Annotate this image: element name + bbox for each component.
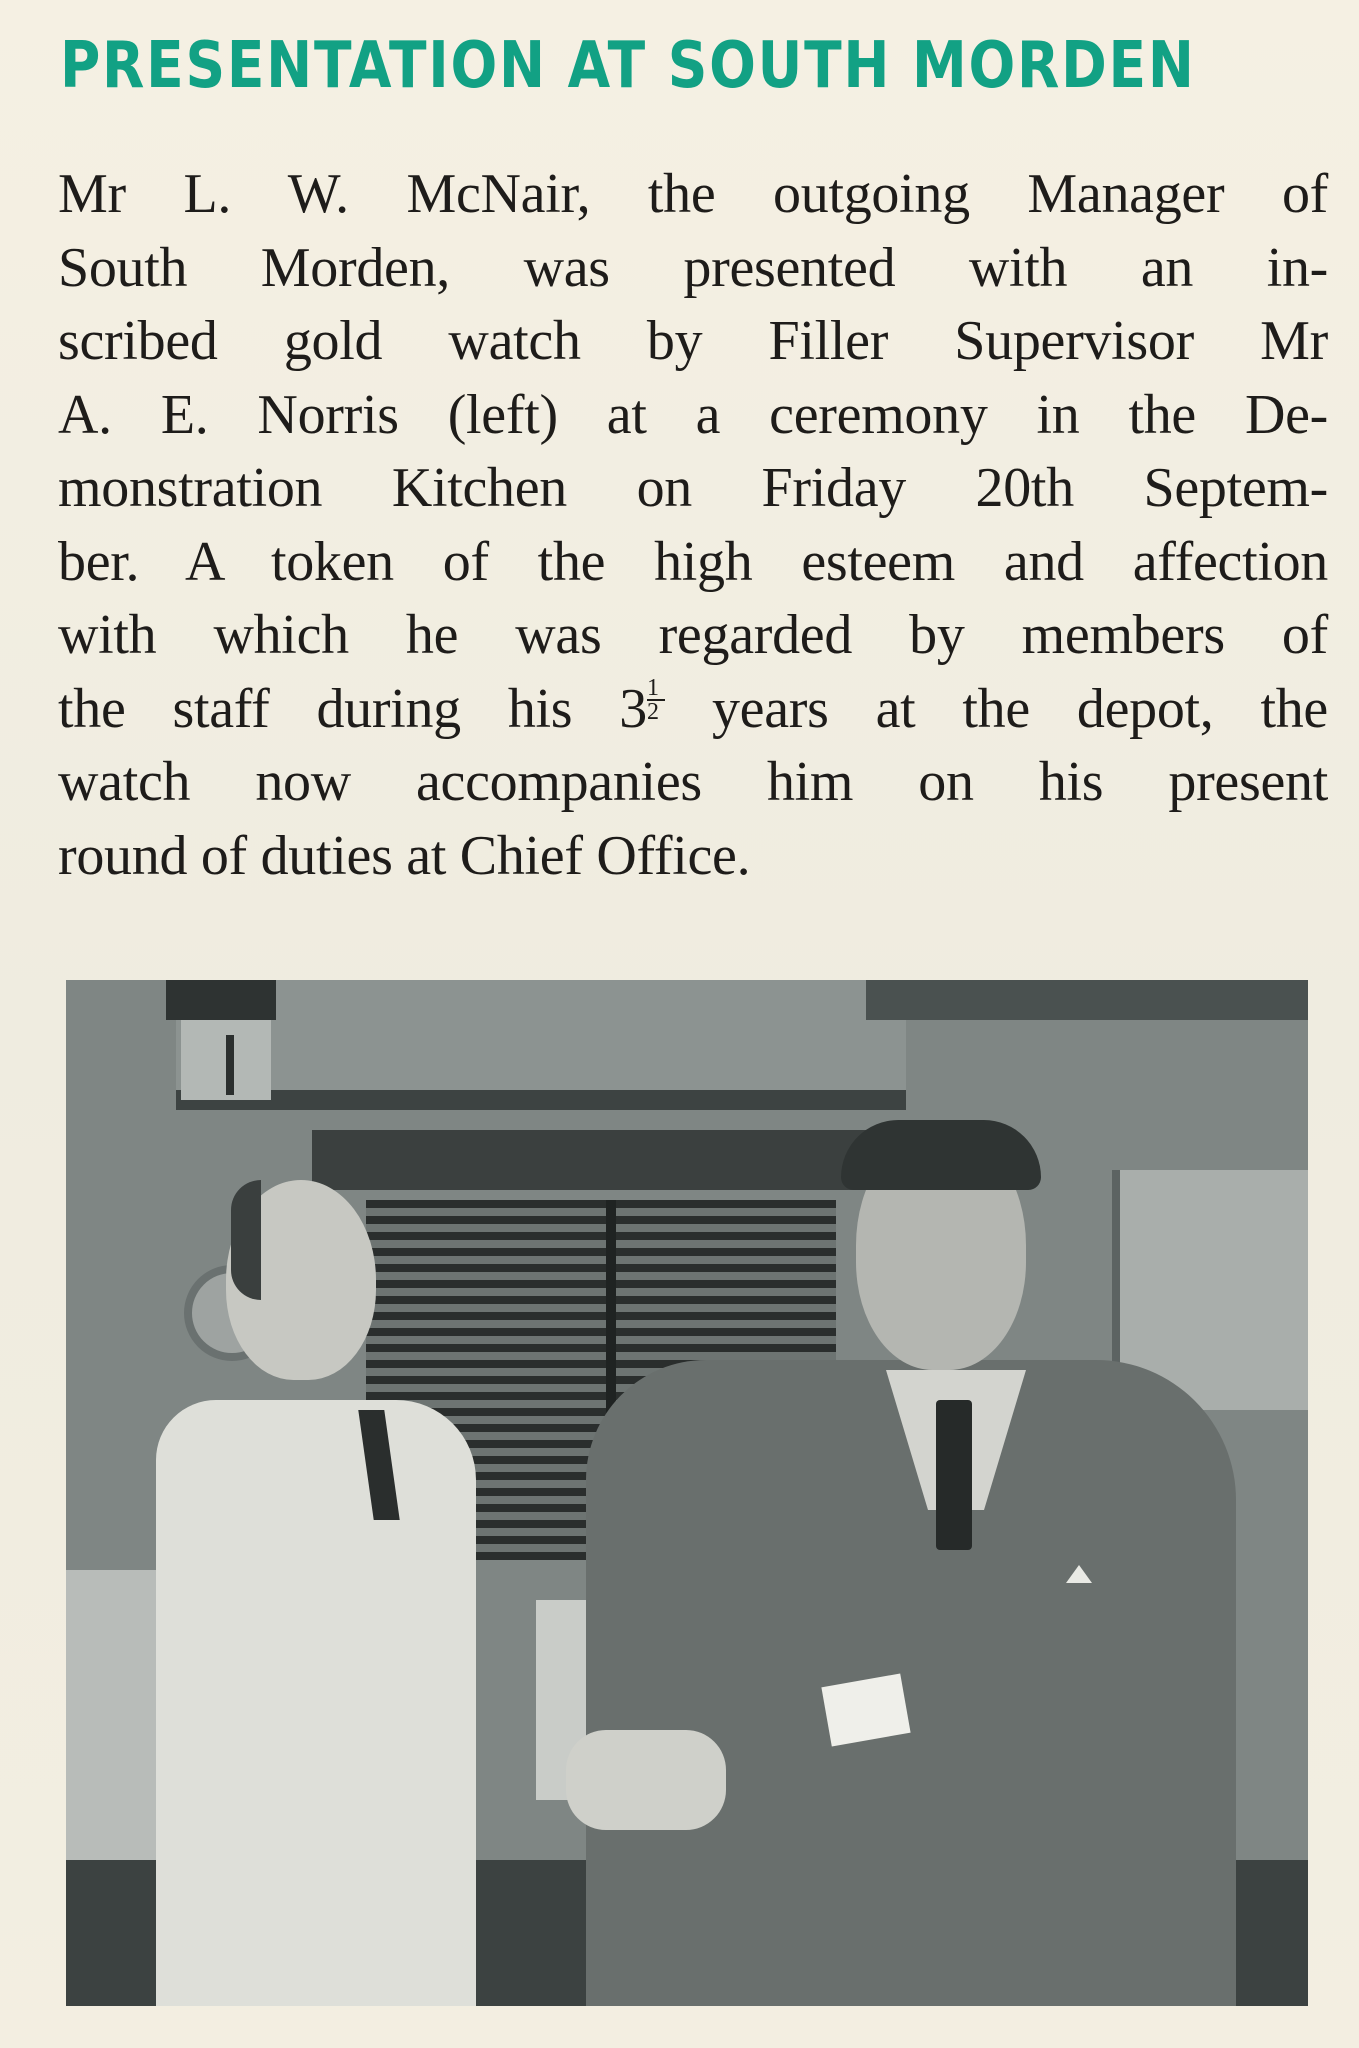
body-line: round of duties at Chief Office.	[58, 824, 751, 887]
article-headline: PRESENTATION AT SOUTH MORDEN	[60, 29, 1196, 103]
handshake	[566, 1730, 726, 1830]
mcnair-tie	[936, 1400, 972, 1550]
body-line: Mr L. W. McNair, the outgoing Manager of	[58, 163, 1328, 225]
norris-white-coat	[156, 1400, 476, 2006]
upper-wall-shadow	[866, 980, 1308, 1020]
kitchen-hood	[176, 980, 906, 1110]
body-line: South Morden, was presented with an in-	[58, 236, 1328, 299]
wall-sign-mark	[226, 1035, 234, 1095]
body-line: scribed gold watch by Filler Supervisor Mr	[58, 310, 1328, 372]
norris-hair	[231, 1180, 261, 1300]
body-line: with which he was regarded by members of	[58, 604, 1328, 666]
hood-shadow	[166, 980, 276, 1020]
body-line: ber. A token of the high esteem and affection	[58, 530, 1328, 593]
fraction-line-before: the staff during his 3	[58, 677, 647, 740]
body-line-fraction	[58, 673, 1328, 747]
window-pelmet	[312, 1130, 887, 1190]
fraction-one-half: $\frac{1}{2}$	[647, 677, 665, 723]
presentation-photo	[66, 980, 1308, 2006]
body-line: A. E. Norris (left) at a ceremony in the De-	[58, 383, 1328, 446]
body-line: watch now accompanies him on his present	[58, 751, 1328, 813]
mcnair-hair	[841, 1120, 1041, 1190]
mcnair-suit	[586, 1360, 1236, 2006]
fraction-line-after: years at the depot, the	[664, 677, 1328, 740]
body-line: monstration Kitchen on Friday 20th Septem-	[58, 457, 1328, 519]
article-body	[58, 158, 1328, 893]
